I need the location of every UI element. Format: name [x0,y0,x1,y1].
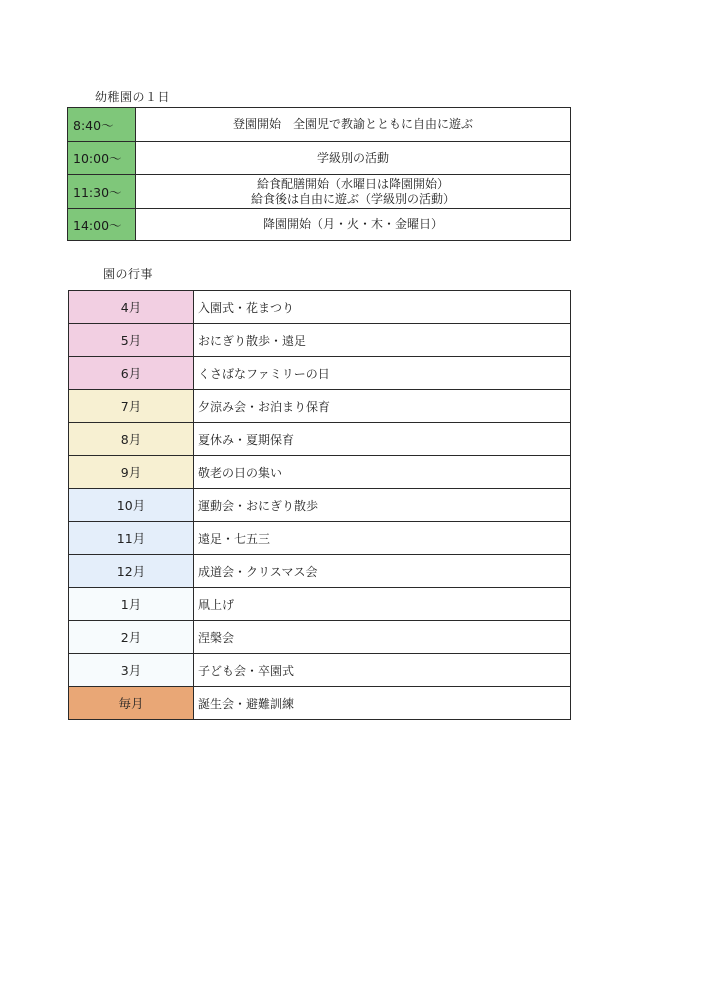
event-name: 運動会・おにぎり散歩 [194,489,571,522]
schedule-activity-line: 学級別の活動 [316,150,389,165]
annual-events-table [68,290,571,720]
event-row [69,423,571,456]
event-name: 入園式・花まつり [194,291,571,324]
schedule-row [68,209,571,241]
event-row [69,357,571,390]
schedule-row [68,108,571,142]
event-month: 3月 [69,654,194,687]
event-month: 毎月 [69,687,194,720]
daily-schedule-title: 幼稚園の１日 [95,90,171,104]
events-title: 園の行事 [103,267,154,281]
event-name: おにぎり散歩・遠足 [194,324,571,357]
schedule-time: 14:00〜 [68,209,136,241]
event-name: 凧上げ [194,588,571,621]
event-name: 夕涼み会・お泊まり保育 [194,390,571,423]
daily-schedule-table [67,107,571,241]
event-name: 涅槃会 [194,621,571,654]
event-row [69,555,571,588]
event-name: 子ども会・卒園式 [194,654,571,687]
event-row [69,489,571,522]
event-name: 敬老の日の集い [194,456,571,489]
schedule-activity-line: 給食配膳開始（水曜日は降園開始） [256,176,449,191]
event-name: 誕生会・避難訓練 [194,687,571,720]
event-month: 6月 [69,357,194,390]
event-name: 成道会・クリスマス会 [194,555,571,588]
schedule-activity-line: 降園開始（月・火・木・金曜日） [262,217,443,231]
event-month: 8月 [69,423,194,456]
event-month: 4月 [69,291,194,324]
event-row [69,588,571,621]
event-month: 10月 [69,489,194,522]
event-month: 9月 [69,456,194,489]
schedule-activity [136,142,571,175]
event-row [69,687,571,720]
event-name: 夏休み・夏期保育 [194,423,571,456]
schedule-row [68,142,571,175]
schedule-activity [136,209,571,241]
event-name: くさばなファミリーの日 [194,357,571,390]
event-row [69,291,571,324]
schedule-time: 8:40〜 [68,108,136,142]
event-month: 7月 [69,390,194,423]
event-row [69,390,571,423]
event-row [69,456,571,489]
schedule-time: 11:30〜 [68,175,136,209]
event-row [69,654,571,687]
schedule-activity-line: 給食後は自由に遊ぶ（学級別の活動） [250,191,455,206]
schedule-time: 10:00〜 [68,142,136,175]
event-month: 2月 [69,621,194,654]
event-month: 5月 [69,324,194,357]
event-name: 遠足・七五三 [194,522,571,555]
event-row [69,522,571,555]
schedule-row [68,175,571,209]
event-month: 11月 [69,522,194,555]
schedule-activity [136,175,571,209]
event-month: 12月 [69,555,194,588]
event-row [69,324,571,357]
event-month: 1月 [69,588,194,621]
schedule-activity-line: 登園開始 全園児で教諭とともに自由に遊ぶ [232,117,473,131]
event-row [69,621,571,654]
schedule-activity [136,108,571,142]
